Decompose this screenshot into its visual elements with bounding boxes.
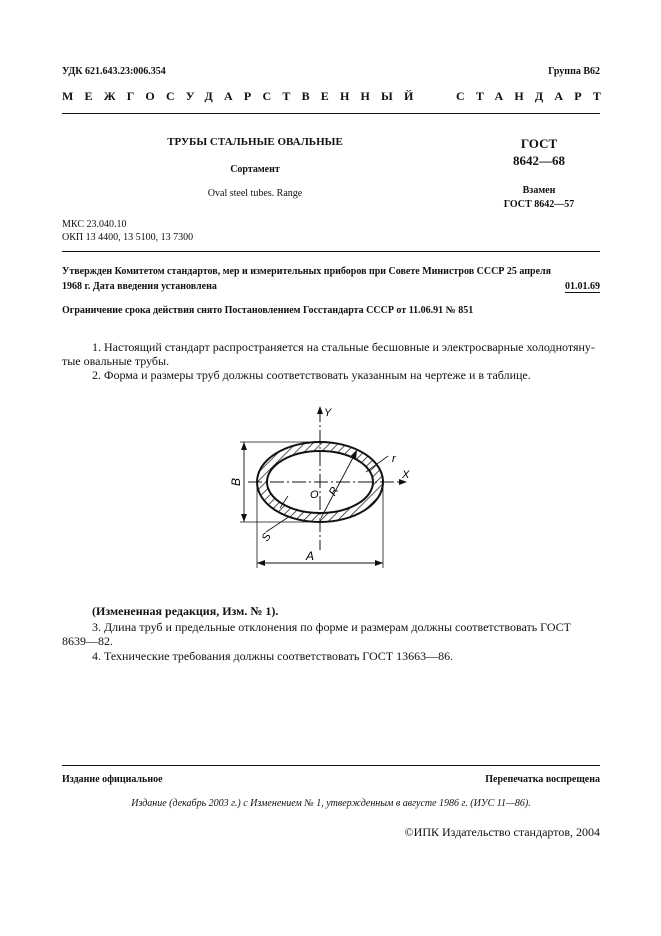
doc-subtitle: Сортамент [230, 164, 280, 175]
a-arrow-right [375, 560, 383, 566]
mks-code: МКС 23.040.10 [62, 219, 127, 230]
replaces-value: ГОСТ 8642—57 [503, 199, 575, 210]
oval-tube-drawing [220, 400, 430, 575]
label-a: A [306, 549, 315, 563]
paragraph-3-line-1: 3. Длина труб и предельные отклонения по форме и размерам должны соответствовать ГОСТ [92, 620, 571, 634]
udk-code: УДК 621.643.23:006.354 [62, 66, 166, 77]
label-r-big: R [326, 485, 342, 498]
header-rule [62, 113, 600, 114]
paragraph-1-line-1: 1. Настоящий стандарт распространяется на стальные бесшовные и электросварные холоднотяну- [92, 340, 595, 354]
official-edition: Издание официальное [62, 774, 163, 785]
doc-title: ТРУБЫ СТАЛЬНЫЕ ОВАЛЬНЫЕ [167, 136, 343, 148]
amended-note: (Измененная редакция, Изм. № 1). [92, 604, 279, 618]
english-title: Oval steel tubes. Range [207, 188, 303, 199]
reprint-prohibited: Перепечатка воспрещена [485, 774, 600, 785]
label-b: B [229, 477, 243, 486]
label-y: Y [324, 407, 332, 419]
banner-interstate: МЕЖГОСУДАРСТВЕННЫЙ [62, 89, 425, 103]
paragraph-1-line-2: тые овальные трубы. [62, 354, 170, 368]
title-rule [62, 251, 600, 252]
b-arrow-top [241, 442, 247, 450]
paragraph-3-line-2: 8639—82. [62, 634, 113, 648]
group-code: Группа В62 [548, 66, 600, 77]
effective-date: 01.01.69 [565, 281, 600, 292]
okp-code: ОКП 13 4400, 13 5100, 13 7300 [62, 232, 194, 243]
a-arrow-left [257, 560, 265, 566]
edition-note: Издание (декабрь 2003 г.) с Изменением № 1, утвержденным в августе 1986 г. (ИУС 11—86). [131, 798, 531, 809]
b-arrow-bottom [241, 514, 247, 522]
paragraph-2: 2. Форма и размеры труб должны соответствовать указанным на чертеже и в таблице. [92, 368, 531, 382]
replaces-label: Взамен [522, 185, 556, 196]
limit-removed: Ограничение срока действия снято Постановлением Госстандарта СССР от 11.06.91 № 851 [62, 305, 474, 316]
footer-rule [62, 765, 600, 766]
label-r-small: r [392, 453, 396, 465]
label-s: S [259, 531, 274, 544]
banner-standard: СТАНДАРТ [456, 89, 613, 103]
approval-line2: 1968 г. Дата введения установлена [62, 281, 217, 292]
label-x: X [402, 469, 410, 481]
copyright: ©ИПК Издательство стандартов, 2004 [404, 825, 600, 839]
gost-number: 8642—68 [513, 153, 565, 168]
gost-label: ГОСТ [520, 136, 558, 151]
paragraph-4: 4. Технические требования должны соответствовать ГОСТ 13663—86. [92, 649, 454, 663]
y-axis-arrow [317, 406, 323, 414]
approval-line1: Утвержден Комитетом стандартов, мер и измерительных приборов при Совете Министров СССР 25 апреля [62, 266, 552, 277]
s-leader [266, 516, 290, 532]
label-o: O [310, 489, 319, 501]
